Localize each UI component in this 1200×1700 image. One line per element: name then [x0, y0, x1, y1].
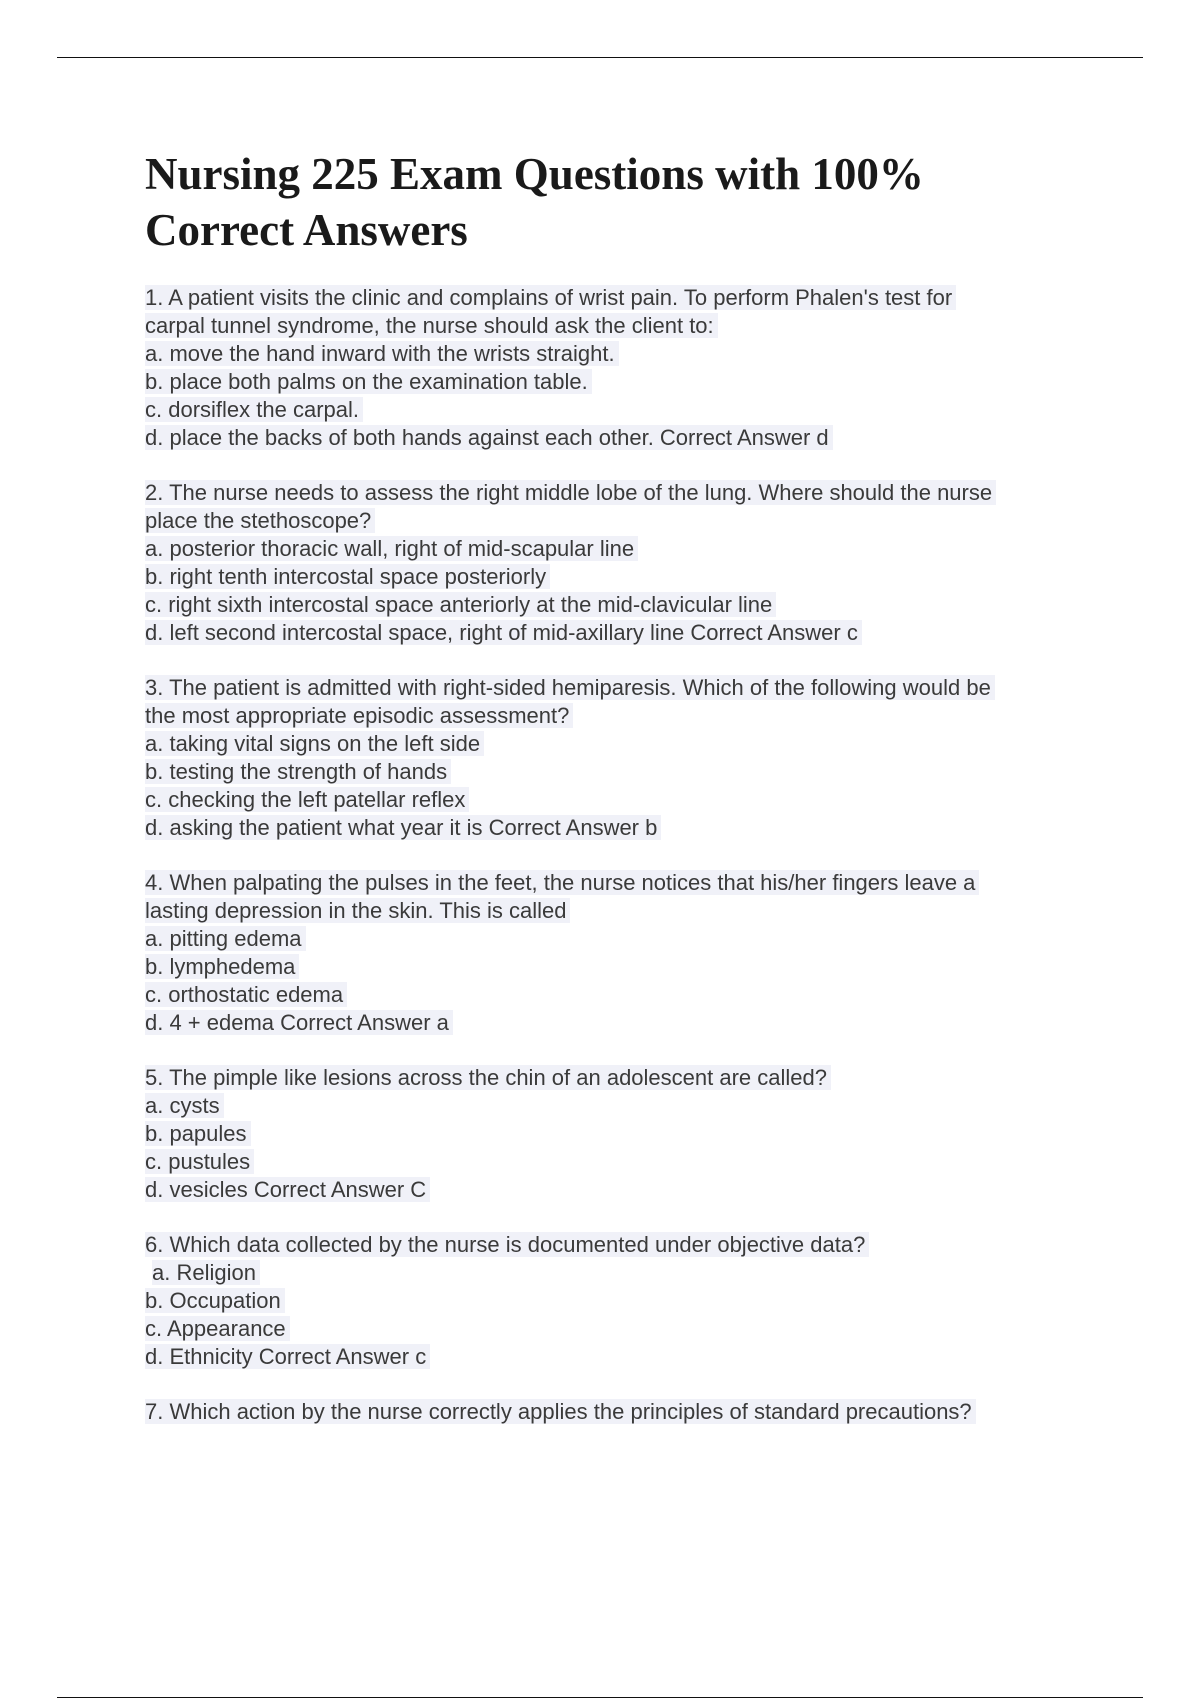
question-stem: place the stethoscope? [145, 507, 1105, 535]
question-stem: carpal tunnel syndrome, the nurse should ask the client to: [145, 312, 1105, 340]
answer-option-d: d. Ethnicity Correct Answer c [145, 1343, 1105, 1371]
title-line-2: Correct Answers [145, 205, 468, 255]
question-stem: 2. The nurse needs to assess the right middle lobe of the lung. Where should the nurse [145, 479, 1105, 507]
question-list [145, 284, 1105, 1453]
answer-option-a: a. Religion [145, 1259, 1105, 1287]
answer-option-c: c. orthostatic edema [145, 981, 1105, 1009]
answer-option-d: d. asking the patient what year it is Correct Answer b [145, 814, 1105, 842]
question-6 [145, 1231, 1105, 1371]
question-stem: 3. The patient is admitted with right-sided hemiparesis. Which of the following would be [145, 674, 1105, 702]
question-3 [145, 674, 1105, 842]
question-stem: lasting depression in the skin. This is called [145, 897, 1105, 925]
answer-option-b: b. lymphedema [145, 953, 1105, 981]
document-title [145, 146, 1095, 258]
answer-option-d: d. vesicles Correct Answer C [145, 1176, 1105, 1204]
question-stem: 4. When palpating the pulses in the feet, the nurse notices that his/her fingers leave a [145, 869, 1105, 897]
answer-option-d: d. left second intercostal space, right of mid-axillary line Correct Answer c [145, 619, 1105, 647]
question-5 [145, 1064, 1105, 1204]
answer-option-c: c. pustules [145, 1148, 1105, 1176]
question-4 [145, 869, 1105, 1037]
answer-option-b: b. place both palms on the examination table. [145, 368, 1105, 396]
answer-option-b: b. right tenth intercostal space posteriorly [145, 563, 1105, 591]
question-1 [145, 284, 1105, 452]
question-stem: the most appropriate episodic assessment? [145, 702, 1105, 730]
answer-option-b: b. papules [145, 1120, 1105, 1148]
answer-option-c: c. Appearance [145, 1315, 1105, 1343]
question-7 [145, 1398, 1105, 1426]
question-stem: 6. Which data collected by the nurse is documented under objective data? [145, 1231, 1105, 1259]
top-rule [57, 57, 1143, 58]
answer-option-d: d. 4 + edema Correct Answer a [145, 1009, 1105, 1037]
bottom-rule [57, 1697, 1143, 1698]
answer-option-a: a. taking vital signs on the left side [145, 730, 1105, 758]
question-2 [145, 479, 1105, 647]
question-stem: 7. Which action by the nurse correctly applies the principles of standard precautions? [145, 1398, 1105, 1426]
answer-option-c: c. right sixth intercostal space anteriorly at the mid-clavicular line [145, 591, 1105, 619]
answer-option-c: c. dorsiflex the carpal. [145, 396, 1105, 424]
answer-option-b: b. Occupation [145, 1287, 1105, 1315]
answer-option-d: d. place the backs of both hands against each other. Correct Answer d [145, 424, 1105, 452]
answer-option-c: c. checking the left patellar reflex [145, 786, 1105, 814]
answer-option-b: b. testing the strength of hands [145, 758, 1105, 786]
answer-option-a: a. pitting edema [145, 925, 1105, 953]
answer-option-a: a. move the hand inward with the wrists straight. [145, 340, 1105, 368]
question-stem: 1. A patient visits the clinic and complains of wrist pain. To perform Phalen's test for [145, 284, 1105, 312]
title-line-1: Nursing 225 Exam Questions with 100% [145, 149, 924, 199]
answer-option-a: a. cysts [145, 1092, 1105, 1120]
answer-option-a: a. posterior thoracic wall, right of mid-scapular line [145, 535, 1105, 563]
question-stem: 5. The pimple like lesions across the chin of an adolescent are called? [145, 1064, 1105, 1092]
